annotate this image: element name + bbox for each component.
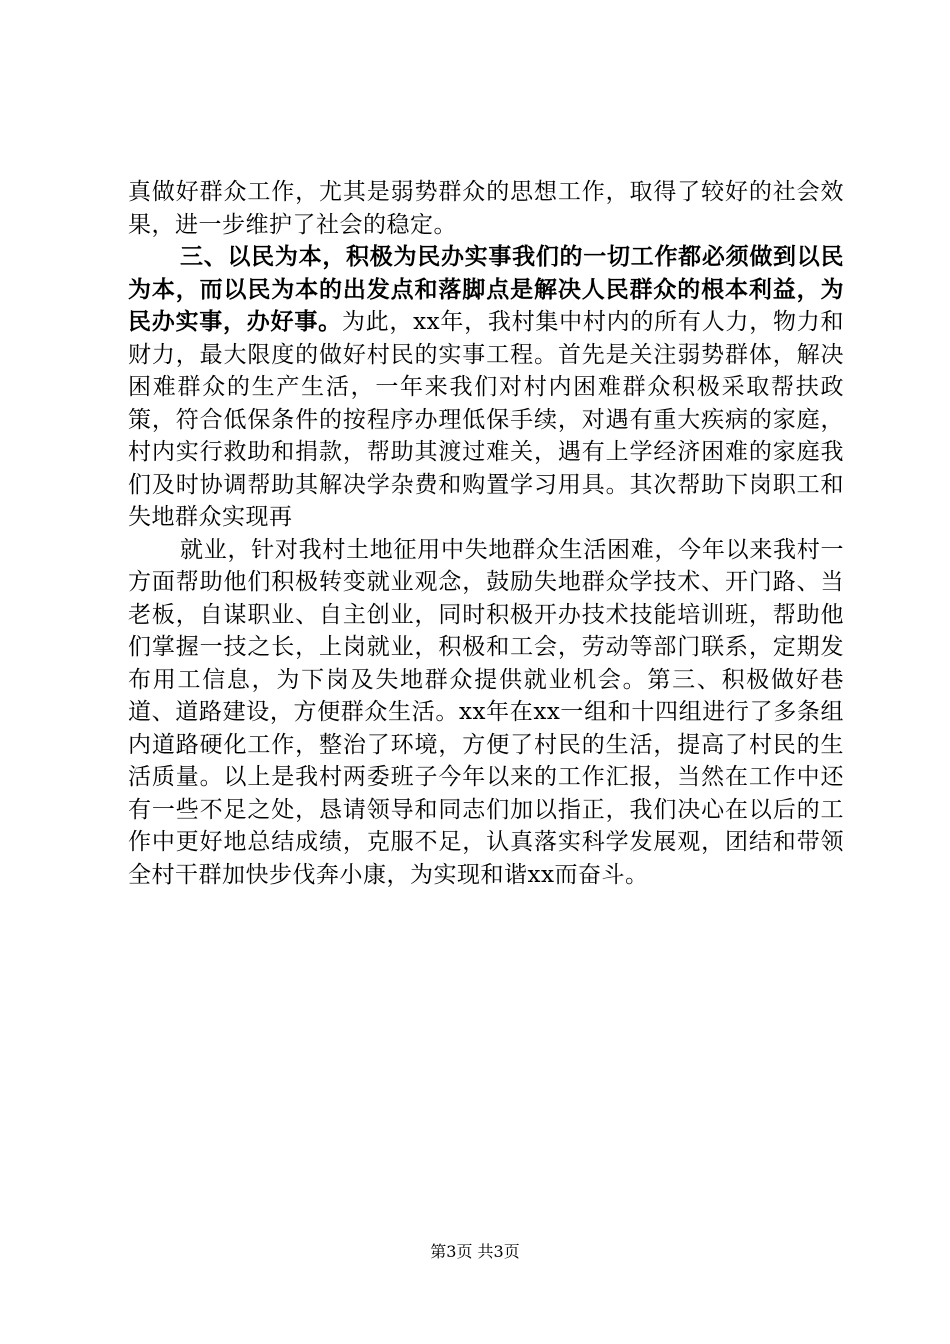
paragraph-2 [128, 241, 844, 534]
document-body [128, 176, 844, 891]
paragraph-2-body: 为此，xx年，我村集中村内的所有人力，物力和财力，最大限度的做好村民的实事工程。首先是关注弱势群体，解决困难群众的生产生活，一年来我们对村内困难群众积极采取帮扶政策，符合低保条件的按程序办理低保手续，对遇有重大疾病的家庭，村内实行救助和捐款，帮助其渡过难关，遇有上学经济困难的家庭我们及时协调帮助其解决学杂费和购置学习用具。其次帮助下岗职工和失地群众实现再 [128, 309, 844, 530]
page-footer: 第3页 共3页 [430, 1242, 520, 1261]
paragraph-3: 就业，针对我村土地征用中失地群众生活困难，今年以来我村一方面帮助他们积极转变就业观念，鼓励失地群众学技术、开门路、当老板，自谋职业、自主创业，同时积极开办技术技能培训班，帮助他们掌握一技之长，上岗就业，积极和工会，劳动等部门联系，定期发布用工信息，为下岗及失地群众提供就业机会。第三、积极做好巷道、道路建设，方便群众生活。xx年在xx一组和十四组进行了多条组内道路硬化工作，整治了环境，方便了村民的生活，提高了村民的生活质量。以上是我村两委班子今年以来的工作汇报，当然在工作中还有一些不足之处，恳请领导和同志们加以指正，我们决心在以后的工作中更好地总结成绩，克服不足，认真落实科学发展观，团结和带领全村干群加快步伐奔小康，为实现和谐xx而奋斗。 [128, 536, 844, 888]
paragraph-1: 真做好群众工作，尤其是弱势群众的思想工作，取得了较好的社会效果，进一步维护了社会的稳定。 [128, 179, 844, 238]
section-heading: 三、以民为本，积极为民办实事我们的一切工作都必须做到以民为本，而以民为本的出发点和落脚点是解决人民群众的根本利益，为民办实事，办好事。 [128, 244, 844, 335]
